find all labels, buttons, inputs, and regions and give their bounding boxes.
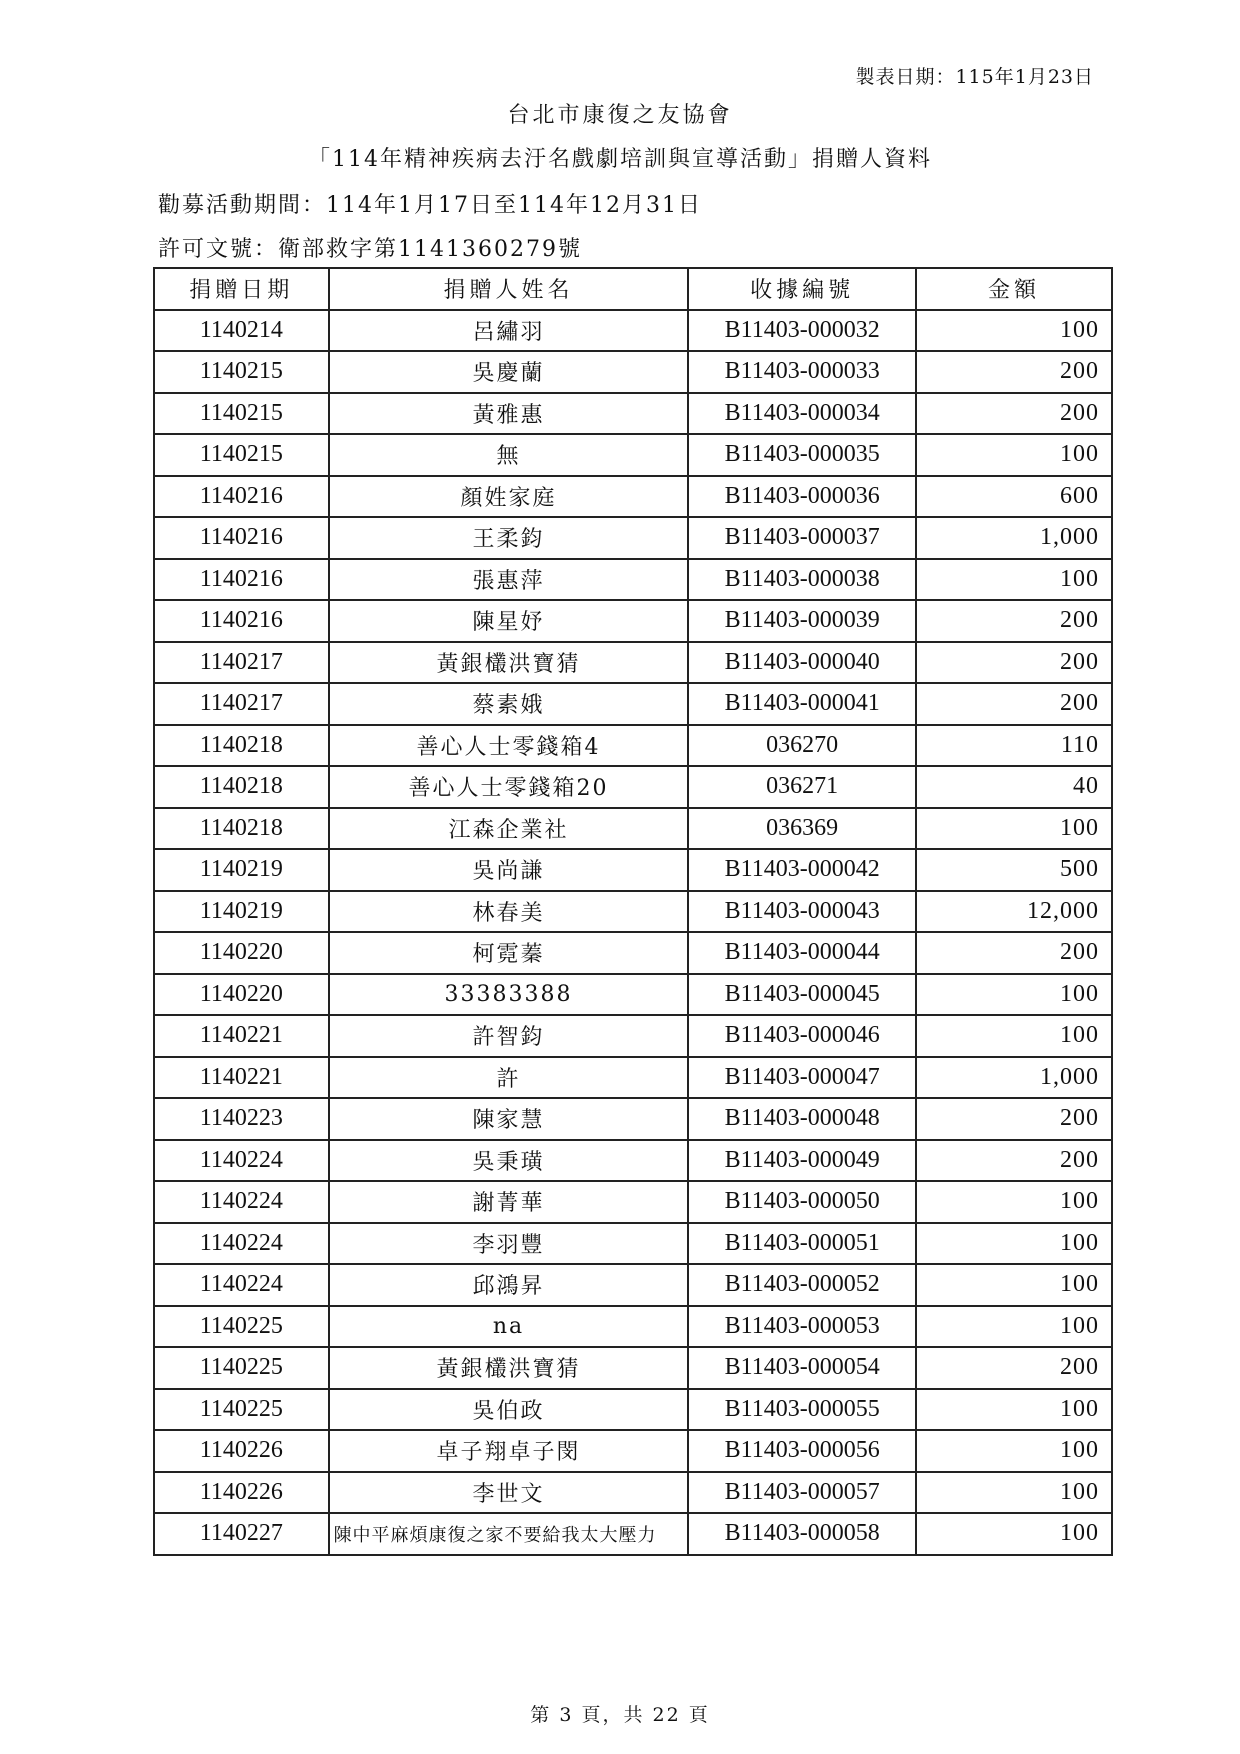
donor-table <box>153 267 1113 1556</box>
donor-name-cell: 陳星妤 <box>329 600 689 642</box>
table-row <box>154 1098 1112 1140</box>
receipt-number-cell: B11403-000033 <box>688 351 916 393</box>
table-row <box>154 600 1112 642</box>
amount-cell: 100 <box>916 1472 1112 1514</box>
amount-cell: 200 <box>916 1140 1112 1182</box>
receipt-number-cell: B11403-000036 <box>688 476 916 518</box>
amount-cell: 1,000 <box>916 1057 1112 1099</box>
donation-date-cell: 1140225 <box>154 1389 329 1431</box>
receipt-number-cell: 036270 <box>688 725 916 767</box>
column-header-date: 捐贈日期 <box>154 268 329 310</box>
table-row <box>154 1015 1112 1057</box>
donor-name-cell: 許智鈞 <box>329 1015 689 1057</box>
receipt-number-cell: B11403-000035 <box>688 434 916 476</box>
amount-cell: 100 <box>916 1264 1112 1306</box>
receipt-number-cell: 036271 <box>688 766 916 808</box>
table-row <box>154 974 1112 1016</box>
page-number: 第 3 頁，共 22 頁 <box>530 1704 710 1726</box>
receipt-number-cell: B11403-000052 <box>688 1264 916 1306</box>
donor-name-cell: 許 <box>329 1057 689 1099</box>
donor-name-cell: 林春美 <box>329 891 689 933</box>
donation-date-cell: 1140216 <box>154 476 329 518</box>
donation-date-cell: 1140224 <box>154 1264 329 1306</box>
table-row <box>154 1389 1112 1431</box>
receipt-number-cell: B11403-000040 <box>688 642 916 684</box>
donor-name-cell: 吳慶蘭 <box>329 351 689 393</box>
donor-name-cell: 邱鴻昇 <box>329 1264 689 1306</box>
donation-date-cell: 1140218 <box>154 766 329 808</box>
amount-cell: 200 <box>916 642 1112 684</box>
donor-name-cell: 吳伯政 <box>329 1389 689 1431</box>
donation-date-cell: 1140226 <box>154 1472 329 1514</box>
donor-name-cell: 吳尚謙 <box>329 849 689 891</box>
column-header-amount: 金額 <box>916 268 1112 310</box>
receipt-number-cell: B11403-000037 <box>688 517 916 559</box>
receipt-number-cell: B11403-000050 <box>688 1181 916 1223</box>
amount-cell: 40 <box>916 766 1112 808</box>
amount-cell: 100 <box>916 559 1112 601</box>
donation-date-cell: 1140216 <box>154 600 329 642</box>
amount-cell: 110 <box>916 725 1112 767</box>
receipt-number-cell: B11403-000054 <box>688 1347 916 1389</box>
donation-date-cell: 1140227 <box>154 1513 329 1555</box>
table-row <box>154 849 1112 891</box>
table-row <box>154 351 1112 393</box>
organization-name: 台北市康復之友協會 <box>507 103 733 128</box>
amount-cell: 100 <box>916 434 1112 476</box>
receipt-number-cell: B11403-000032 <box>688 310 916 352</box>
donation-date-cell: 1140226 <box>154 1430 329 1472</box>
amount-cell: 100 <box>916 1389 1112 1431</box>
table-row <box>154 932 1112 974</box>
table-row <box>154 1430 1112 1472</box>
receipt-number-cell: B11403-000034 <box>688 393 916 435</box>
table-row <box>154 891 1112 933</box>
amount-cell: 200 <box>916 393 1112 435</box>
donation-date-cell: 1140221 <box>154 1015 329 1057</box>
permit-number: 許可文號：衛部救字第1141360279號 <box>158 237 582 262</box>
donation-date-cell: 1140220 <box>154 932 329 974</box>
donor-name-cell: 無 <box>329 434 689 476</box>
table-row <box>154 1347 1112 1389</box>
donation-date-cell: 1140214 <box>154 310 329 352</box>
fundraising-period: 勸募活動期間：114年1月17日至114年12月31日 <box>158 193 702 218</box>
donor-name-cell: 黃銀欉洪寶猜 <box>329 642 689 684</box>
table-row <box>154 559 1112 601</box>
amount-cell: 200 <box>916 600 1112 642</box>
donation-date-cell: 1140216 <box>154 517 329 559</box>
donation-date-cell: 1140224 <box>154 1181 329 1223</box>
table-row <box>154 310 1112 352</box>
donor-name-cell: 呂繡羽 <box>329 310 689 352</box>
donor-name-cell: 善心人士零錢箱20 <box>329 766 689 808</box>
donation-date-cell: 1140223 <box>154 1098 329 1140</box>
table-row <box>154 434 1112 476</box>
table-header-row <box>154 268 1112 310</box>
amount-cell: 200 <box>916 1347 1112 1389</box>
donation-date-cell: 1140215 <box>154 393 329 435</box>
donation-date-cell: 1140218 <box>154 808 329 850</box>
table-row <box>154 1472 1112 1514</box>
table-row <box>154 1181 1112 1223</box>
donor-name-cell: 張惠萍 <box>329 559 689 601</box>
donation-date-cell: 1140217 <box>154 642 329 684</box>
table-row <box>154 1140 1112 1182</box>
receipt-number-cell: B11403-000038 <box>688 559 916 601</box>
receipt-number-cell: B11403-000051 <box>688 1223 916 1265</box>
donor-name-cell: 吳秉璜 <box>329 1140 689 1182</box>
table-row <box>154 766 1112 808</box>
donor-name-cell: 陳家慧 <box>329 1098 689 1140</box>
receipt-number-cell: B11403-000047 <box>688 1057 916 1099</box>
receipt-number-cell: B11403-000043 <box>688 891 916 933</box>
table-row <box>154 476 1112 518</box>
receipt-number-cell: B11403-000053 <box>688 1306 916 1348</box>
table-row <box>154 1306 1112 1348</box>
donation-date-cell: 1140215 <box>154 351 329 393</box>
receipt-number-cell: B11403-000055 <box>688 1389 916 1431</box>
made-date: 製表日期：115年1月23日 <box>855 66 1094 88</box>
table-row <box>154 393 1112 435</box>
donation-date-cell: 1140224 <box>154 1223 329 1265</box>
donation-date-cell: 1140220 <box>154 974 329 1016</box>
amount-cell: 200 <box>916 351 1112 393</box>
receipt-number-cell: B11403-000049 <box>688 1140 916 1182</box>
donation-date-cell: 1140219 <box>154 891 329 933</box>
donation-date-cell: 1140215 <box>154 434 329 476</box>
table-row <box>154 1223 1112 1265</box>
donor-name-cell: 陳中平麻煩康復之家不要給我太大壓力 <box>329 1513 689 1555</box>
table-row <box>154 683 1112 725</box>
table-row <box>154 642 1112 684</box>
donor-name-cell: 黃銀欉洪寶猜 <box>329 1347 689 1389</box>
donor-name-cell: 顏姓家庭 <box>329 476 689 518</box>
receipt-number-cell: B11403-000056 <box>688 1430 916 1472</box>
document-title: 「114年精神疾病去汙名戲劇培訓與宣導活動」捐贈人資料 <box>308 147 932 172</box>
amount-cell: 100 <box>916 1513 1112 1555</box>
column-header-name: 捐贈人姓名 <box>329 268 689 310</box>
table-row <box>154 1057 1112 1099</box>
receipt-number-cell: B11403-000048 <box>688 1098 916 1140</box>
donor-name-cell: 33383388 <box>329 974 689 1016</box>
receipt-number-cell: B11403-000046 <box>688 1015 916 1057</box>
amount-cell: 100 <box>916 808 1112 850</box>
receipt-number-cell: 036369 <box>688 808 916 850</box>
table-row <box>154 725 1112 767</box>
donation-date-cell: 1140225 <box>154 1347 329 1389</box>
table-row <box>154 1264 1112 1306</box>
table-row <box>154 808 1112 850</box>
amount-cell: 100 <box>916 1306 1112 1348</box>
amount-cell: 500 <box>916 849 1112 891</box>
amount-cell: 100 <box>916 1181 1112 1223</box>
amount-cell: 200 <box>916 683 1112 725</box>
receipt-number-cell: B11403-000039 <box>688 600 916 642</box>
receipt-number-cell: B11403-000057 <box>688 1472 916 1514</box>
amount-cell: 1,000 <box>916 517 1112 559</box>
amount-cell: 200 <box>916 1098 1112 1140</box>
amount-cell: 100 <box>916 974 1112 1016</box>
donor-name-cell: 善心人士零錢箱4 <box>329 725 689 767</box>
column-header-receipt: 收據編號 <box>688 268 916 310</box>
donation-date-cell: 1140224 <box>154 1140 329 1182</box>
table-body <box>154 310 1112 1555</box>
donation-date-cell: 1140216 <box>154 559 329 601</box>
donor-name-cell: 蔡素娥 <box>329 683 689 725</box>
amount-cell: 100 <box>916 1223 1112 1265</box>
donor-name-cell: na <box>329 1306 689 1348</box>
receipt-number-cell: B11403-000058 <box>688 1513 916 1555</box>
donor-name-cell: 江森企業社 <box>329 808 689 850</box>
donation-date-cell: 1140221 <box>154 1057 329 1099</box>
amount-cell: 200 <box>916 932 1112 974</box>
amount-cell: 600 <box>916 476 1112 518</box>
donor-name-cell: 黃雅惠 <box>329 393 689 435</box>
donation-date-cell: 1140219 <box>154 849 329 891</box>
donor-name-cell: 李羽豐 <box>329 1223 689 1265</box>
donor-name-cell: 謝菁華 <box>329 1181 689 1223</box>
amount-cell: 100 <box>916 310 1112 352</box>
donation-date-cell: 1140218 <box>154 725 329 767</box>
donor-name-cell: 卓子翔卓子閔 <box>329 1430 689 1472</box>
donor-name-cell: 李世文 <box>329 1472 689 1514</box>
table-row <box>154 1513 1112 1555</box>
receipt-number-cell: B11403-000045 <box>688 974 916 1016</box>
donor-name-cell: 柯霓蓁 <box>329 932 689 974</box>
amount-cell: 100 <box>916 1430 1112 1472</box>
table-row <box>154 517 1112 559</box>
donation-date-cell: 1140225 <box>154 1306 329 1348</box>
receipt-number-cell: B11403-000041 <box>688 683 916 725</box>
donation-date-cell: 1140217 <box>154 683 329 725</box>
receipt-number-cell: B11403-000044 <box>688 932 916 974</box>
donor-name-cell: 王柔鈞 <box>329 517 689 559</box>
amount-cell: 100 <box>916 1015 1112 1057</box>
amount-cell: 12,000 <box>916 891 1112 933</box>
receipt-number-cell: B11403-000042 <box>688 849 916 891</box>
